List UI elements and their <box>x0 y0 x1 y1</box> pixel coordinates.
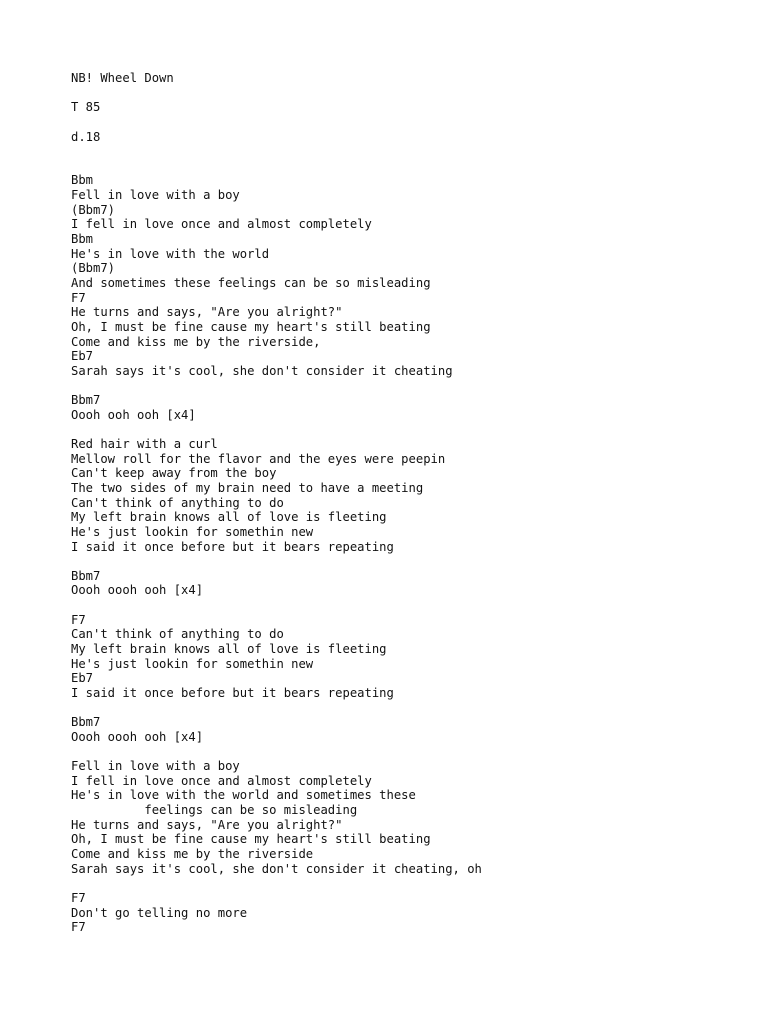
text-line <box>71 701 482 716</box>
text-line: Come and kiss me by the riverside, <box>71 334 321 349</box>
text-line: Oh, I must be fine cause my heart's still beating <box>71 832 431 847</box>
text-line: The two sides of my brain need to have a meeting <box>71 480 424 495</box>
text-line <box>71 422 482 437</box>
text-line: feelings can be so misleading <box>71 803 358 818</box>
text-line <box>71 115 482 130</box>
text-line <box>71 144 482 159</box>
text-line: NB! Wheel Down <box>71 71 174 85</box>
text-line: Bbm <box>71 173 94 188</box>
text-line: I said it once before but it bears repeating <box>71 539 394 554</box>
text-line: F7 <box>71 920 86 935</box>
text-line: (Bbm7) <box>71 202 116 217</box>
text-line: Don't go telling no more <box>71 905 248 920</box>
chord-sheet-text <box>71 71 482 935</box>
text-line <box>71 876 482 891</box>
text-line: Eb7 <box>71 671 94 686</box>
text-line: Bbm7 <box>71 715 101 730</box>
text-line: T 85 <box>71 100 101 115</box>
text-line: Bbm7 <box>71 393 101 408</box>
text-line: He turns and says, "Are you alright?" <box>71 305 343 320</box>
text-line: Bbm <box>71 232 94 247</box>
text-line: Eb7 <box>71 349 94 364</box>
text-line: He's in love with the world and sometimes these <box>71 788 416 803</box>
text-line: Fell in love with a boy <box>71 759 240 774</box>
text-line: F7 <box>71 612 86 627</box>
text-line: Sarah says it's cool, she don't consider it cheating, oh <box>71 861 482 876</box>
text-line: F7 <box>71 290 86 305</box>
text-line: He's just lookin for somethin new <box>71 656 314 671</box>
text-line <box>71 598 482 613</box>
text-line: Oooh oooh ooh [x4] <box>71 583 204 598</box>
text-line <box>71 744 482 759</box>
text-line <box>71 159 482 174</box>
text-line: Red hair with a curl <box>71 437 218 452</box>
text-line: He's in love with the world <box>71 246 270 261</box>
text-line: F7 <box>71 890 86 905</box>
text-line: My left brain knows all of love is fleeting <box>71 510 387 525</box>
text-line: Bbm7 <box>71 568 101 583</box>
text-line: d.18 <box>71 129 101 144</box>
text-line: Oh, I must be fine cause my heart's still beating <box>71 319 431 334</box>
text-line: He's just lookin for somethin new <box>71 524 314 539</box>
text-line: Fell in love with a boy <box>71 188 240 203</box>
text-line: I fell in love once and almost completely <box>71 773 372 788</box>
text-line: (Bbm7) <box>71 261 116 276</box>
text-line: Oooh oooh ooh [x4] <box>71 729 204 744</box>
text-line <box>71 378 482 393</box>
text-line <box>71 554 482 569</box>
text-line <box>71 86 482 101</box>
text-line: He turns and says, "Are you alright?" <box>71 817 343 832</box>
text-line: Can't keep away from the boy <box>71 466 277 481</box>
text-line: Can't think of anything to do <box>71 495 284 510</box>
text-line: Can't think of anything to do <box>71 627 284 642</box>
text-line: Come and kiss me by the riverside <box>71 846 314 861</box>
text-line: I fell in love once and almost completely <box>71 217 372 232</box>
text-line: And sometimes these feelings can be so misleading <box>71 275 431 290</box>
text-line: Mellow roll for the flavor and the eyes were peepin <box>71 451 446 466</box>
text-line: Oooh ooh ooh [x4] <box>71 407 196 422</box>
text-line: My left brain knows all of love is fleeting <box>71 641 387 656</box>
text-line: I said it once before but it bears repeating <box>71 685 394 700</box>
text-line: Sarah says it's cool, she don't consider it cheating <box>71 363 453 378</box>
